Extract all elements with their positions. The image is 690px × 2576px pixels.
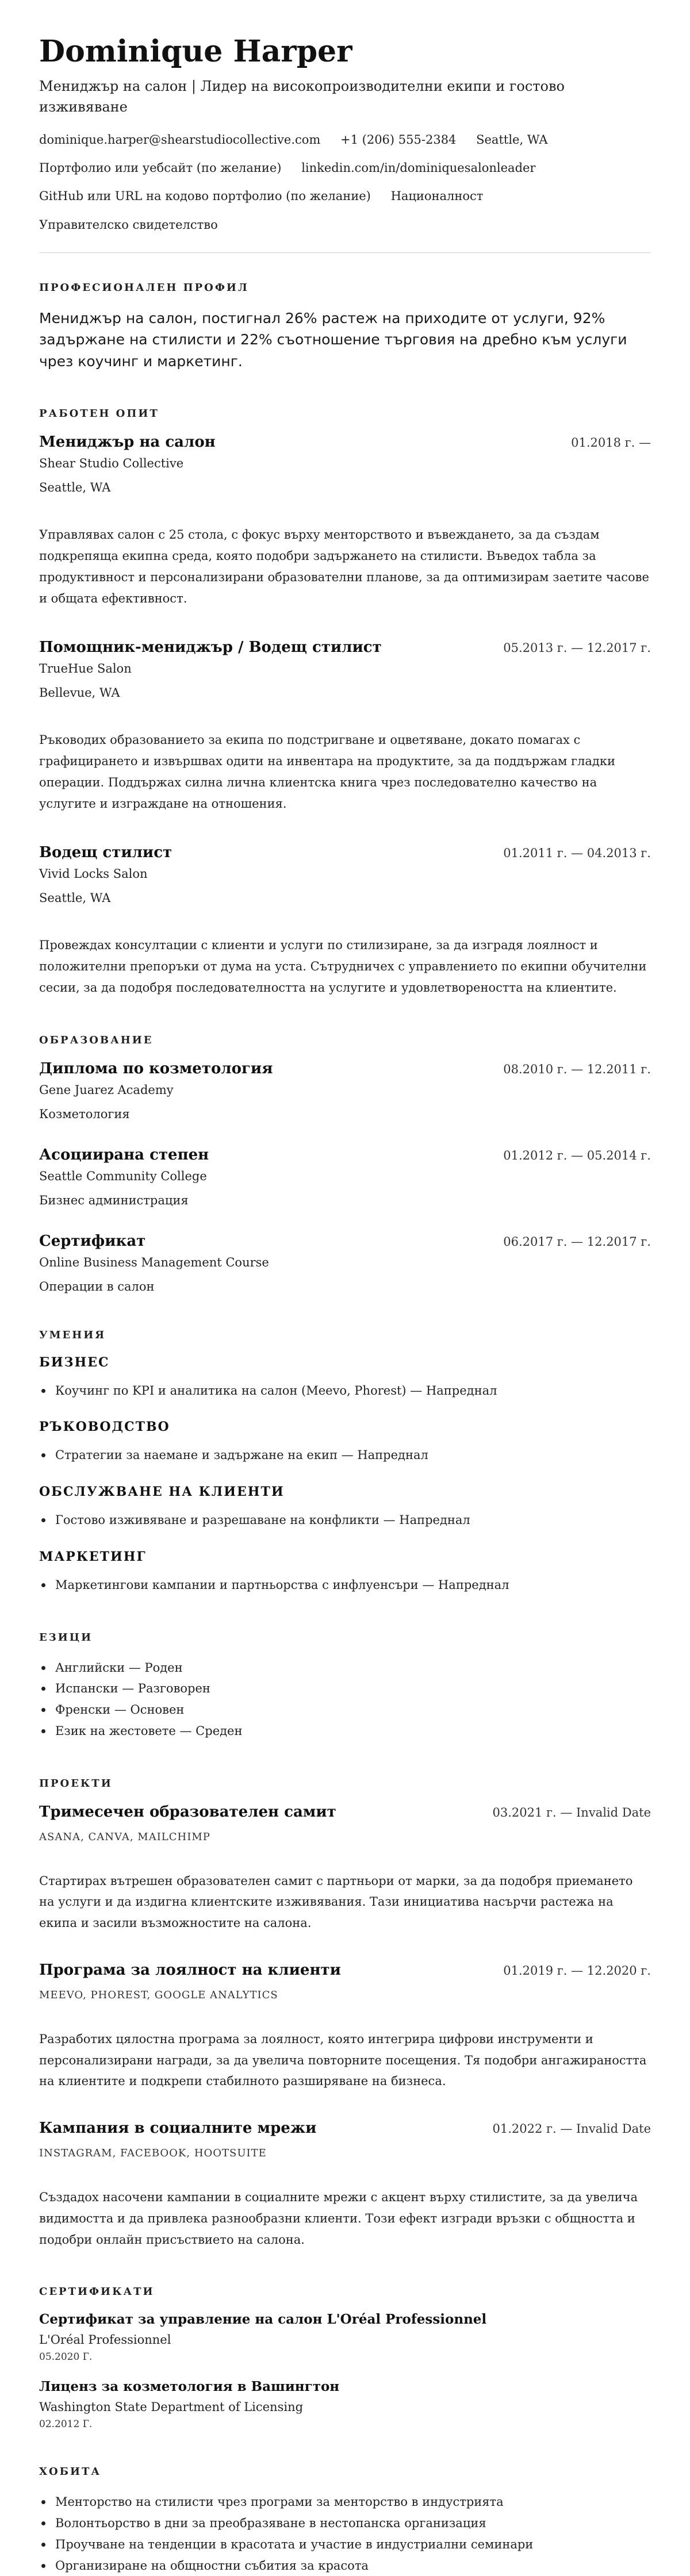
project-entry [39,1803,651,1934]
education-entry [39,1233,651,1293]
project-date: 01.2022 г. — Invalid Date [492,2122,651,2136]
contact-portfolio[interactable]: Портфолио или уебсайт (по желание) [39,161,282,175]
job-entry [39,844,651,998]
job-entry [39,433,651,609]
certificate-entry [39,2312,651,2363]
section-title-education: ОБРАЗОВАНИЕ [39,1034,154,1046]
skill-group [39,1549,651,1596]
section-title-certificates: СЕРТИФИКАТИ [39,2286,155,2298]
education-date: 08.2010 г. — 12.2011 г. [503,1062,651,1076]
certificates-section [39,2286,651,2430]
hobby-item: Менторство на стилисти чрез програми за менторство в индустрията [39,2491,651,2513]
section-title-languages: ЕЗИЦИ [39,1631,93,1644]
skill-group [39,1355,651,1402]
job-date: 01.2011 г. — 04.2013 г. [503,846,651,861]
certificate-name: Сертификат за управление на салон L'Oréal Professionnel [39,2312,487,2328]
contact-email[interactable]: dominique.harper@shearstudiocollective.com [39,132,321,147]
project-tech: ASANA, CANVA, MAILCHIMP [39,1830,210,1843]
skill-item: Маркетингови кампании и партньорства с инфлуенсъри — Напреднал [39,1575,651,1596]
skill-group [39,1419,651,1466]
skill-item: Гостово изживяване и разрешаване на конфликти — Напреднал [39,1510,651,1531]
contact-license: Управителско свидетелство [39,217,218,232]
contact-row-extra [39,189,651,204]
language-item: Английски — Роден [39,1657,651,1679]
project-description: Създадох насочени кампании в социалните мрежи с акцент върху стилистите, за да увелича видимостта и да привлека разнообразни клиенти. Този ефект изгради връзки с общността и подобри онлайн присъствието на салона. [39,2190,638,2247]
contact-nationality: Националност [390,189,484,204]
section-title-profile: ПРОФЕСИОНАЛЕН ПРОФИЛ [39,281,249,294]
education-entry [39,1060,651,1121]
skill-item: Стратегии за наемане и задържане на екип — Напреднал [39,1445,651,1466]
experience-section [39,408,651,998]
project-description: Разработих цялостна програма за лоялност, която интегрира цифрови инструменти и персонализирани награди, за да увелича повторните посещения. Тя подобри ангажираността на клиентите и подкрепи стабилното разширяване на бизнеса. [39,2032,647,2089]
projects-section [39,1778,651,2251]
section-title-experience: РАБОТЕН ОПИТ [39,408,159,420]
project-entry [39,1961,651,2092]
education-entry [39,1146,651,1207]
language-item: Испански — Разговорен [39,1678,651,1699]
project-name: Кампания в социалните мрежи [39,2120,317,2137]
education-field: Козметология [39,1107,130,1121]
section-title-projects: ПРОЕКТИ [39,1777,113,1790]
project-entry [39,2120,651,2250]
education-date: 01.2012 г. — 05.2014 г. [503,1148,651,1162]
project-description: Стартирах вътрешен образователен самит с партньори от марки, за да подобря приемането на услуги и да издигна клиентските изживявания. Тази инициатива насърчи растежа на екипа и засили възможностите на салона. [39,1874,633,1930]
languages-section [39,1631,651,1742]
hobby-item: Проучване на тенденции в красотата и участие в индустриални семинари [39,2534,651,2555]
profile-section [39,282,651,373]
contact-row-links [39,160,651,176]
skill-category: ОБСЛУЖВАНЕ НА КЛИЕНТИ [39,1484,285,1500]
job-description: Провеждах консултации с клиенти и услуги по стилизиране, за да изградя лоялност и положителни препоръки от дума на уста. Сътрудничех с управлението по екипни обучителни сесии, за да подобря последователността на услугите и удовлетвореността на клиентите. [39,938,647,995]
hobbies-section [39,2466,651,2576]
certificate-issuer: L'Oréal Professionnel [39,2333,171,2347]
education-field: Операции в салон [39,1279,155,1293]
job-company: Shear Studio Collective [39,456,184,471]
section-title-skills: УМЕНИЯ [39,1329,106,1341]
job-role: Помощник-мениджър / Водещ стилист [39,639,382,657]
skill-group [39,1484,651,1531]
education-date: 06.2017 г. — 12.2017 г. [503,1234,651,1249]
project-name: Тримесечен образователен самит [39,1803,336,1821]
education-school: Online Business Management Course [39,1255,269,1269]
resume-header [39,34,651,233]
certificate-issuer: Washington State Department of Licensing [39,2400,304,2414]
education-section [39,1034,651,1293]
job-role: Водещ стилист [39,844,172,862]
job-location: Seattle, WA [39,481,111,495]
project-name: Програма за лоялност на клиенти [39,1961,341,1979]
education-degree: Сертификат [39,1232,146,1250]
job-location: Bellevue, WA [39,686,120,700]
skill-item: Коучинг по KPI и аналитика на салон (Meevo, Phorest) — Напреднал [39,1380,651,1402]
language-item: Френски — Основен [39,1699,651,1721]
education-field: Бизнес администрация [39,1193,189,1207]
certificate-name: Лиценз за козметология в Вашингтон [39,2379,340,2395]
contact-location: Seattle, WA [476,132,548,147]
skill-category: МАРКЕТИНГ [39,1549,147,1564]
education-school: Gene Juarez Academy [39,1082,174,1097]
candidate-name: Dominique Harper [39,34,352,69]
skills-section [39,1329,651,1596]
project-tech: INSTAGRAM, FACEBOOK, HOOTSUITE [39,2147,267,2160]
project-date: 01.2019 г. — 12.2020 г. [503,1963,651,1978]
certificate-date: 02.2012 Г. [39,2418,93,2431]
contact-github[interactable]: GitHub или URL на кодово портфолио (по желание) [39,189,371,204]
job-entry [39,639,651,814]
job-description: Ръководих образованието за екипа по подстригване и оцветяване, докато помагах с графицирането и извършвах одити на инвентара на продуктите, за да поддържам гладки операции. Поддържах силна лична клиентска книга чрез последователно качество на услугите и изграждане на отношения. [39,733,615,811]
education-degree: Асоциирана степен [39,1146,209,1164]
job-role: Мениджър на салон [39,433,216,451]
project-date: 03.2021 г. — Invalid Date [492,1805,651,1819]
hobby-item: Организиране на общностни събития за красота [39,2555,651,2576]
education-degree: Диплома по козметология [39,1059,273,1077]
profile-summary: Мениджър на салон, постигнал 26% растеж на приходите от услуги, 92% задържане на стилисти и 22% съотношение търговия на дребно към услуги чрез коучинг и маркетинг. [39,309,627,370]
job-date: 05.2013 г. — 12.2017 г. [503,641,651,655]
certificate-entry [39,2379,651,2430]
hobby-item: Волонтьорство в дни за преобразяване в нестопанска организация [39,2513,651,2534]
contact-row-license [39,217,651,233]
contact-linkedin[interactable]: linkedin.com/in/dominiquesalonleader [301,161,536,175]
job-company: Vivid Locks Salon [39,867,148,881]
job-location: Seattle, WA [39,891,111,905]
certificate-date: 05.2020 Г. [39,2351,93,2363]
job-description: Управлявах салон с 25 стола, с фокус върху менторството и въвеждането, за да създам подкрепяща екипна среда, която подобри задържането на стилисти. Въведох табла за продуктивност и персонализирани образователни планове, за да оптимизирам заетите часове и общата ефективност. [39,528,649,605]
contact-phone[interactable]: +1 (206) 555-2384 [340,132,457,147]
project-tech: MEEVO, PHOREST, GOOGLE ANALYTICS [39,1988,278,2001]
skill-category: БИЗНЕС [39,1354,110,1370]
job-company: TrueHue Salon [39,662,132,676]
job-date: 01.2018 г. — [571,436,651,450]
education-school: Seattle Community College [39,1169,207,1183]
contact-row-primary [39,132,651,148]
language-item: Език на жестовете — Среден [39,1721,651,1742]
candidate-headline: Мениджър на салон | Лидер на високопроизводителни екипи и гостово изживяване [39,78,565,115]
header-divider [39,252,651,253]
section-title-hobbies: ХОБИТА [39,2466,102,2478]
skill-category: РЪКОВОДСТВО [39,1419,170,1435]
